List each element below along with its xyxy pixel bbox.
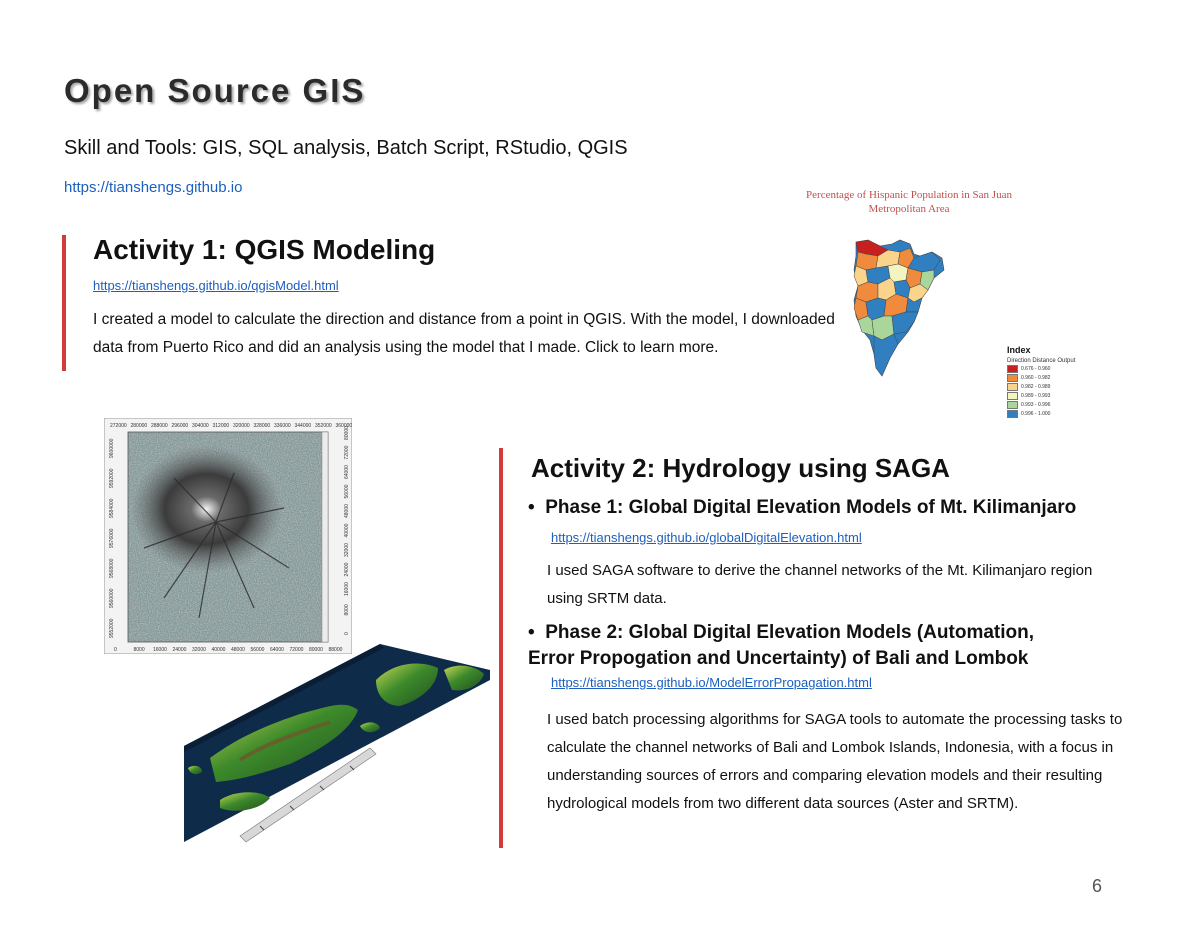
phase2-description: I used batch processing algorithms for SAGA tools to automate the processing tasks to calculate the channel networks of Bali and Lombok Islands, Indonesia, with a focus in understanding sources of errors and comparing elevation models and their resulting hydrological models from two different data sources (Aster and SRTM). (547, 711, 1123, 812)
dem-left-tick-label: 9576000 (109, 528, 115, 548)
legend-item (1007, 383, 1075, 391)
bali-lombok-3d-image (180, 640, 492, 844)
skills-line: Skill and Tools: GIS, SQL analysis, Batch Script, RStudio, QGIS (64, 137, 628, 159)
dem-top-tick-label: 352000 (315, 423, 332, 429)
dem-left-tick-label: 9568000 (109, 558, 115, 578)
dem-bottom-tick-label: 80000 (309, 647, 323, 653)
activity1-heading: Activity 1: QGIS Modeling (93, 234, 436, 265)
dem-bottom-tick-label: 24000 (172, 647, 187, 653)
dem-bottom-tick-label: 48000 (231, 647, 245, 653)
map-title (790, 188, 1028, 216)
phase1-heading-text: Phase 1: Global Digital Elevation Models of Mt. Kilimanjaro (545, 497, 1077, 518)
dem-top-tick-label: 288000 (151, 423, 168, 429)
map-title-line1: Percentage of Hispanic Population in San Juan (806, 189, 1012, 201)
legend-item (1007, 365, 1075, 373)
legend-swatch (1007, 401, 1018, 409)
legend-label: 0.960 - 0.982 (1021, 375, 1051, 381)
dem-top-tick-label: 296000 (171, 423, 189, 429)
dem-top-tick-label: 280000 (130, 423, 148, 429)
map-legend (1007, 345, 1075, 418)
phase2-heading-line1: Phase 2: Global Digital Elevation Models (Automation, (545, 622, 1035, 643)
dem-top-tick-label: 304000 (192, 423, 209, 429)
dem-top-tick-label: 336000 (274, 423, 291, 429)
legend-items (1007, 365, 1075, 418)
bullet: • (528, 497, 546, 518)
legend-heading: Index (1007, 345, 1031, 355)
page-number: 6 (1092, 876, 1103, 896)
dem-left-tick-label: 9584000 (109, 498, 115, 518)
dem-right-tick-label: 40000 (344, 523, 350, 538)
legend-item (1007, 374, 1075, 382)
legend-label: 0.996 - 1.000 (1021, 411, 1051, 417)
page-title: Open Source GIS (64, 72, 366, 109)
dem-right-tick-label: 24000 (344, 562, 350, 577)
legend-item (1007, 392, 1075, 400)
dem-left-tick-label: 9552000 (109, 618, 115, 638)
activity2-heading: Activity 2: Hydrology using SAGA (531, 453, 950, 483)
dem-bottom-tick-label: 16000 (153, 647, 167, 653)
dem-top-tick-label: 328000 (253, 423, 271, 429)
phase2-heading-line2: Error Propogation and Uncertainty) of Bali and Lombok (528, 648, 1029, 669)
legend-swatch (1007, 383, 1018, 391)
activity1-description: I created a model to calculate the direction and distance from a point in QGIS. With the model, I downloaded data from Puerto Rico and did an analysis using the model that I made. Click to learn more. (93, 311, 835, 356)
map-title-line2: Metropolitan Area (868, 203, 950, 215)
dem-right-tick-label: 16000 (344, 582, 350, 596)
dem-bottom-tick-label: 8000 (133, 647, 145, 653)
legend-label: 0.989 - 0.993 (1021, 393, 1051, 399)
dem-left-tick-label: 9560000 (109, 588, 115, 608)
dem-bottom-tick-label: 32000 (192, 647, 206, 653)
dem-bottom-tick-label: 64000 (270, 647, 284, 653)
dem-top-tick-label: 360000 (335, 423, 352, 429)
bullet: • (528, 622, 546, 643)
accent-bar-activity1 (62, 235, 66, 371)
activity1-link[interactable]: https://tianshengs.github.io/qgisModel.html (93, 278, 339, 293)
accent-bar-activity2 (499, 448, 503, 848)
dem-left-tick-label: 9592000 (109, 468, 115, 488)
legend-swatch (1007, 365, 1018, 373)
dem-bottom-tick-label: 72000 (289, 647, 304, 653)
dem-top-tick-label: 312000 (212, 423, 230, 429)
phase1-description: I used SAGA software to derive the channel networks of the Mt. Kilimanjaro region using SRTM data. (547, 562, 1093, 607)
dem-bottom-tick-label: 88000 (328, 647, 343, 653)
dem-left-tick-label: 9600000 (109, 438, 115, 458)
san-juan-choropleth-map (848, 236, 948, 378)
dem-right-tick-label: 64000 (344, 465, 350, 479)
dem-right-tick-label: 56000 (344, 484, 350, 499)
dem-bottom-tick-label: 40000 (211, 647, 226, 653)
legend-subtitle: Direction Distance Output (1007, 358, 1076, 364)
legend-swatch (1007, 374, 1018, 382)
legend-item (1007, 410, 1075, 418)
legend-swatch (1007, 410, 1018, 418)
legend-item (1007, 401, 1075, 409)
dem-right-tick-label: 32000 (344, 543, 350, 557)
dem-right-tick-label: 8000 (344, 604, 350, 616)
phase2-heading (528, 620, 1128, 672)
dem-right-tick-label: 72000 (344, 445, 350, 460)
dem-right-tick-label: 80000 (344, 426, 350, 440)
phase1-link[interactable]: https://tianshengs.github.io/globalDigitalElevation.html (551, 530, 862, 545)
dem-right-tick-label: 48000 (344, 504, 350, 518)
dem-right-tick-label: 0 (344, 632, 350, 635)
phase2-link[interactable]: https://tianshengs.github.io/ModelErrorPropagation.html (551, 675, 872, 690)
legend-swatch (1007, 392, 1018, 400)
dem-top-tick-label: 344000 (294, 423, 312, 429)
dem-top-tick-label: 320000 (233, 423, 250, 429)
phase1-heading (528, 497, 1076, 519)
site-link[interactable]: https://tianshengs.github.io (64, 179, 243, 196)
dem-bottom-tick-label: 0 (114, 647, 117, 653)
kilimanjaro-dem-image (104, 418, 352, 654)
legend-label: 0.676 - 0.960 (1021, 366, 1051, 372)
dem-bottom-tick-label: 56000 (250, 647, 265, 653)
legend-label: 0.982 - 0.989 (1021, 384, 1051, 390)
legend-label: 0.993 - 0.996 (1021, 402, 1051, 408)
dem-top-tick-label: 272000 (110, 423, 127, 429)
